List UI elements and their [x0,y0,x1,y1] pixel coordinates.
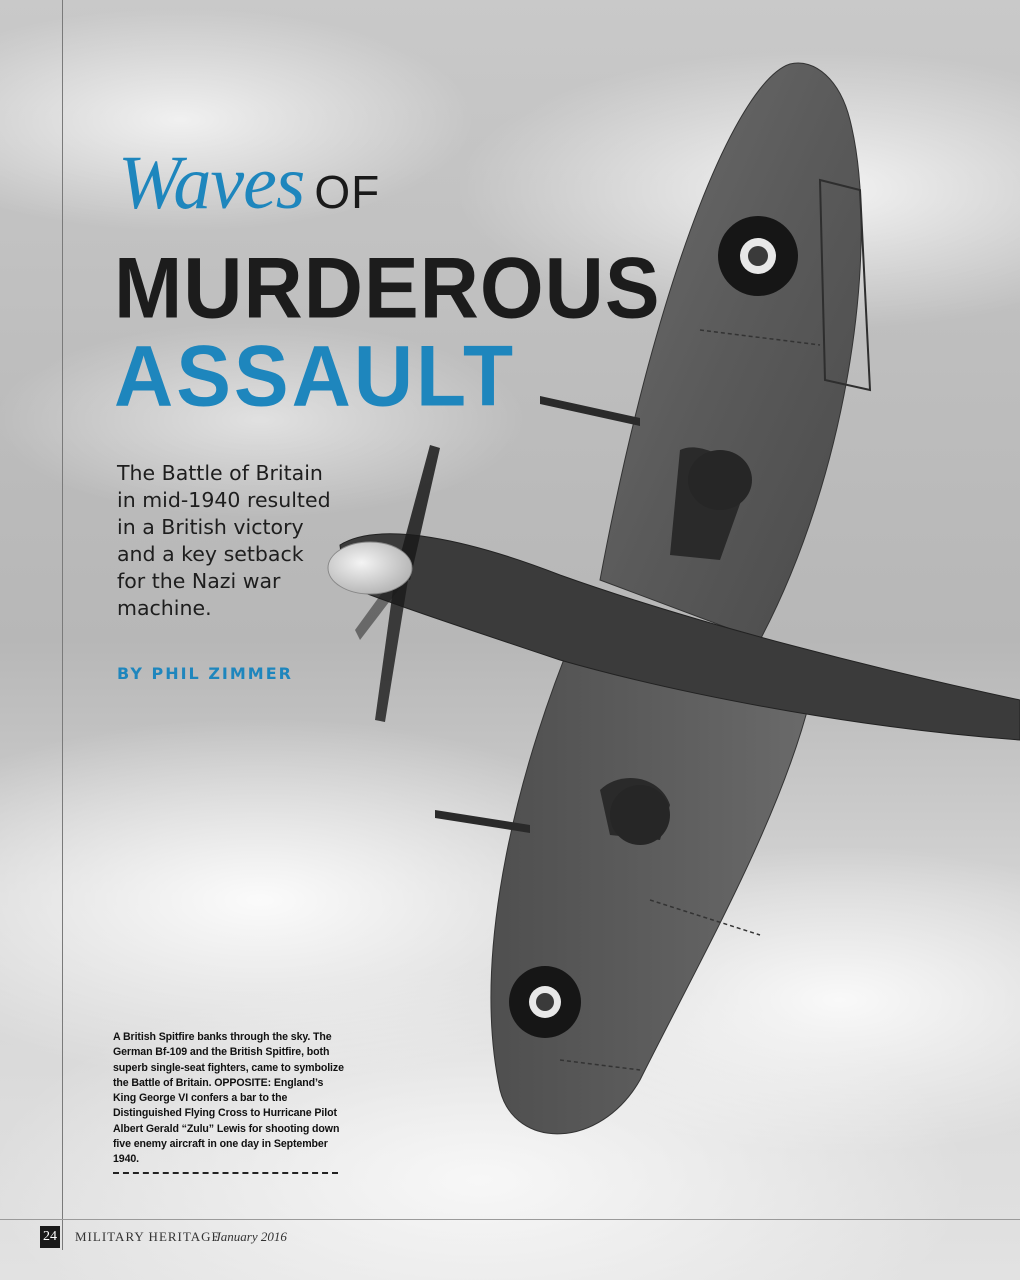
issue-date: January 2016 [215,1229,287,1244]
byline: BY PHIL ZIMMER [117,664,293,683]
headline-word-of: OF [314,166,381,218]
left-margin-rule [62,0,63,1250]
headline-line-2: MURDEROUS [114,240,661,337]
magazine-name: MILITARY HERITAGE [75,1229,221,1244]
footer-rule [0,1219,1020,1220]
caption-dashed-rule [113,1172,338,1174]
headline-line-3: ASSAULT [114,328,517,425]
deck-text: The Battle of Britain in mid-1940 resulted in a British victory and a key setback for the Nazi war machine. [117,461,331,620]
page-number: 24 [40,1226,60,1248]
headline-line-1 [118,140,380,227]
headline-word-waves: Waves [118,141,305,225]
photo-caption: A British Spitfire banks through the sky. The German Bf-109 and the British Spitfire, both superb single-seat fighters, came to symbolize the Battle of Britain. OPPOSITE: England’s King George VI confers a bar to the Distinguished Flying Cross to Hurricane Pilot Albert Gerald “Zulu” Lewis for shooting down five enemy aircraft in one day in September 1940. [113,1031,344,1166]
